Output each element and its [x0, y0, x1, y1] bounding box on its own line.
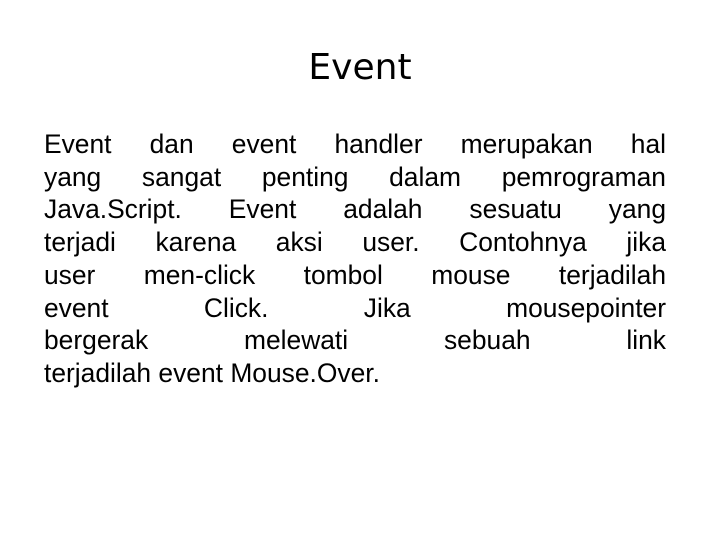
body-line: yang sangat penting dalam pemrograman — [44, 161, 666, 192]
body-line: Event dan event handler merupakan hal — [44, 129, 666, 159]
body-line: user men-click tombol mouse terjadilah — [44, 259, 666, 290]
body-line: Java.Script. Event adalah sesuatu yang — [44, 194, 666, 225]
slide-title: Event — [308, 47, 412, 88]
body-line: event Click. Jika mousepointer — [44, 292, 666, 323]
body-line: terjadi karena aksi user. Contohnya jika — [44, 227, 666, 258]
body-line: terjadilah event Mouse.Over. — [44, 357, 380, 388]
body-line: bergerak melewati sebuah link — [44, 325, 666, 356]
slide-body-text — [44, 128, 666, 390]
